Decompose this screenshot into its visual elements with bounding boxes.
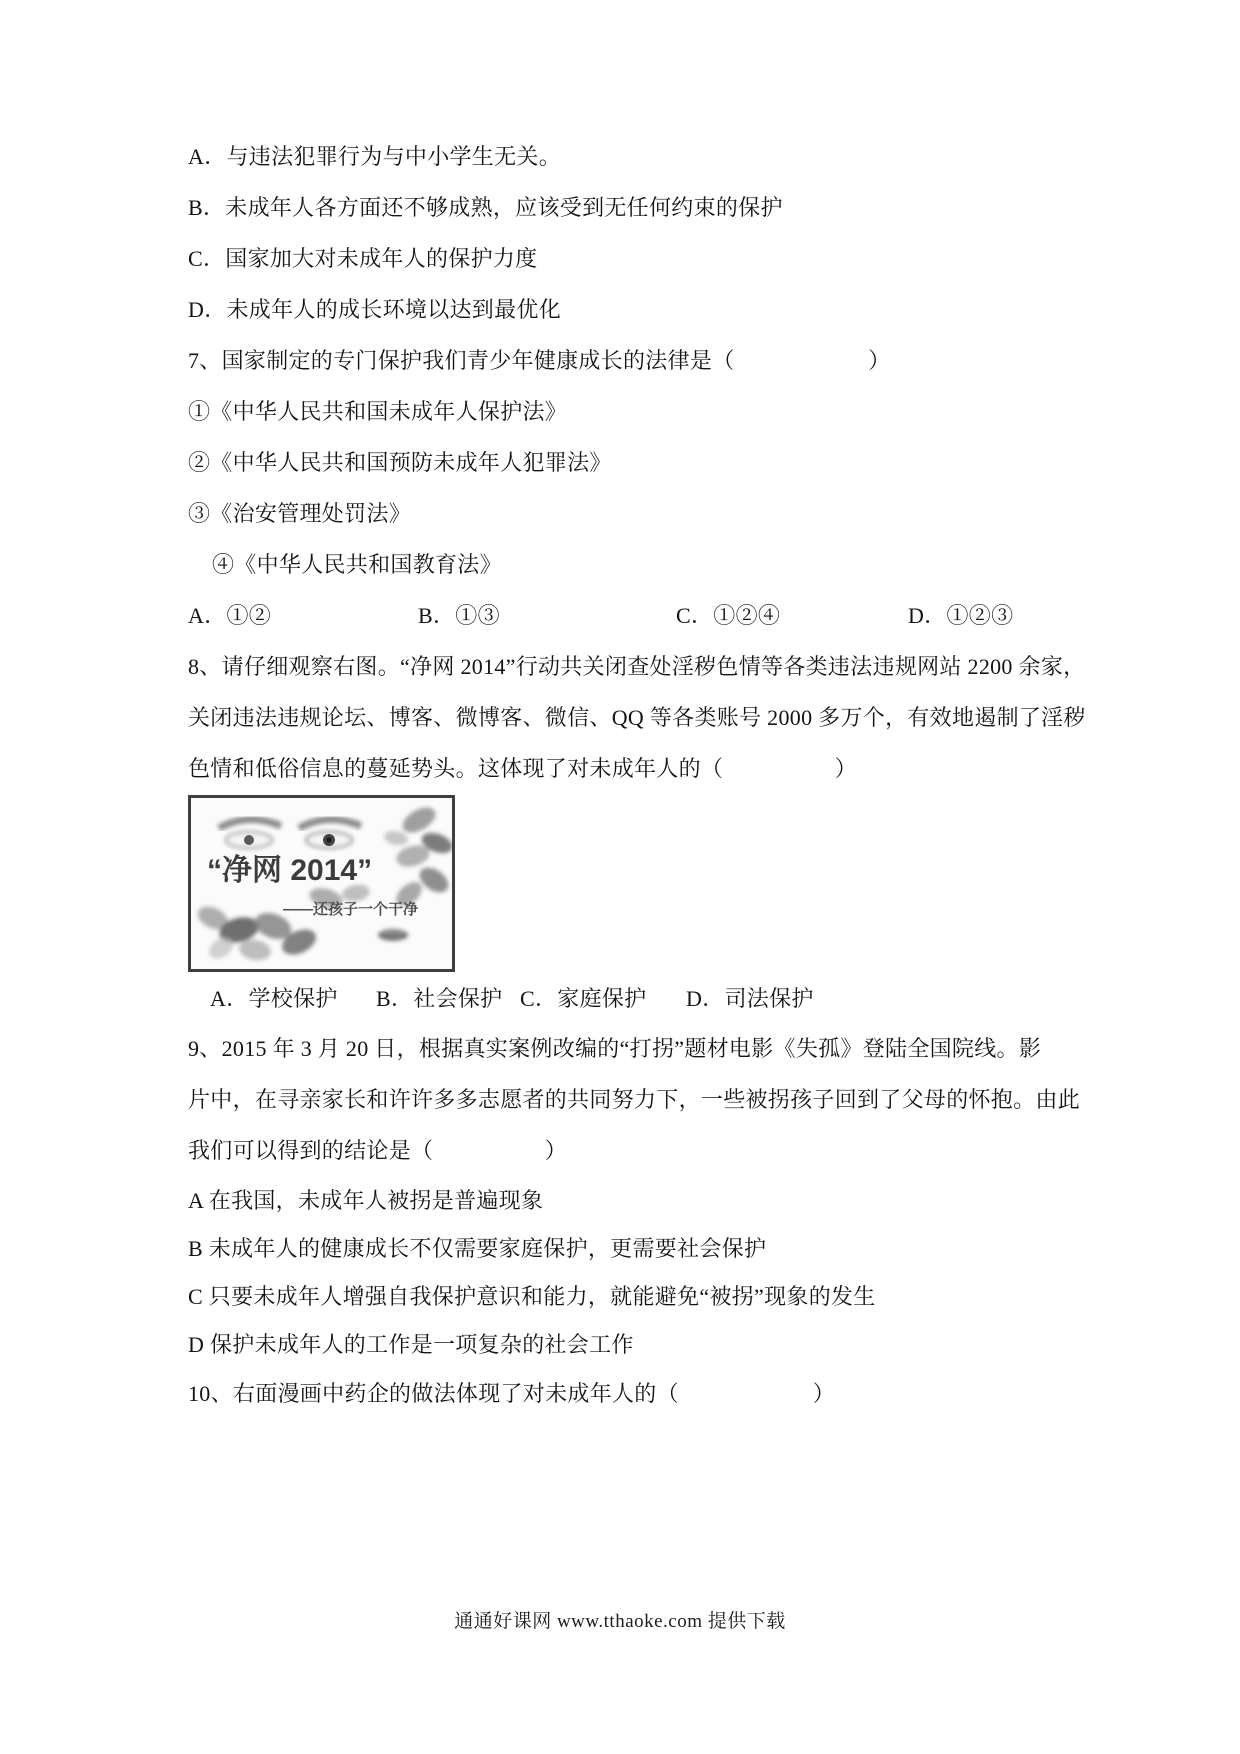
q8-options-row bbox=[188, 972, 1068, 1022]
q9-option-c: C 只要未成年人增强自我保护意识和能力，就能避免“被拐”现象的发生 bbox=[188, 1283, 876, 1309]
q7-law-4: ④《中华人民共和国教育法》 bbox=[212, 552, 502, 577]
page-footer: 通通好课网 www.tthaoke.com 提供下载 bbox=[454, 1611, 786, 1632]
q7-options-row bbox=[188, 589, 1068, 640]
q7-law-1: ①《中华人民共和国未成年人保护法》 bbox=[188, 399, 568, 424]
q8-option-d: D．司法保护 bbox=[686, 985, 814, 1011]
q7-law-2: ②《中华人民共和国预防未成年人犯罪法》 bbox=[188, 450, 612, 475]
q7-option-d: D．①②③ bbox=[908, 603, 1014, 628]
q9-stem-line-1: 9、2015 年 3 月 20 日，根据真实案例改编的“打拐”题材电影《失孤》登陆全国院线。影 bbox=[188, 1036, 1042, 1061]
q8-option-a: A．学校保护 bbox=[210, 985, 338, 1011]
q9-option-a: A 在我国，未成年人被拐是普遍现象 bbox=[188, 1187, 544, 1213]
leaves-bottom-icon bbox=[194, 883, 371, 963]
poster-title-text: “净网 2014” bbox=[207, 854, 373, 887]
leaves-right-icon bbox=[383, 802, 452, 910]
jingwang-2014-poster-image bbox=[188, 795, 455, 972]
eyes-icon bbox=[219, 819, 361, 848]
q6-option-a: A．与违法犯罪行为与中小学生无关。 bbox=[188, 144, 561, 169]
q6-option-c: C．国家加大对未成年人的保护力度 bbox=[188, 246, 538, 271]
q9-stem-line-3: 我们可以得到的结论是（ ） bbox=[188, 1138, 568, 1163]
q8-stem-line-1: 8、请仔细观察右图。“净网 2014”行动共关闭查处淫秽色情等各类违法违规网站 2200 余家， bbox=[188, 654, 1086, 679]
q10-stem: 10、右面漫画中药企的做法体现了对未成年人的（ ） bbox=[188, 1380, 836, 1406]
q8-option-b: B．社会保护 bbox=[376, 985, 503, 1011]
poster-subtitle-text: ——还孩子一个干净 bbox=[283, 901, 419, 918]
q9-option-d: D 保护未成年人的工作是一项复杂的社会工作 bbox=[188, 1331, 634, 1357]
q9-option-b: B 未成年人的健康成长不仅需要家庭保护，更需要社会保护 bbox=[188, 1235, 767, 1261]
q6-option-d: D．未成年人的成长环境以达到最优化 bbox=[188, 297, 561, 322]
mouth-icon bbox=[378, 929, 408, 941]
q8-stem-line-3: 色情和低俗信息的蔓延势头。这体现了对未成年人的（ ） bbox=[188, 756, 858, 781]
q8-option-c: C．家庭保护 bbox=[520, 985, 647, 1011]
q6-option-b: B．未成年人各方面还不够成熟，应该受到无任何约束的保护 bbox=[188, 195, 783, 220]
q7-law-3: ③《治安管理处罚法》 bbox=[188, 501, 412, 526]
q7-stem: 7、国家制定的专门保护我们青少年健康成长的法律是（ ） bbox=[188, 348, 891, 373]
q9-stem-line-2: 片中，在寻亲家长和许许多多志愿者的共同努力下，一些被拐孩子回到了父母的怀抱。由此 bbox=[188, 1087, 1081, 1112]
document-body bbox=[188, 130, 1086, 1417]
q7-option-a: A．①② bbox=[188, 603, 272, 628]
q7-option-c: C．①②④ bbox=[676, 603, 781, 628]
q8-stem-line-2: 关闭违法违规论坛、博客、微博客、微信、QQ 等各类账号 2000 多万个，有效地遏制了淫秽 bbox=[188, 705, 1086, 730]
q7-option-b: B．①③ bbox=[418, 603, 500, 628]
